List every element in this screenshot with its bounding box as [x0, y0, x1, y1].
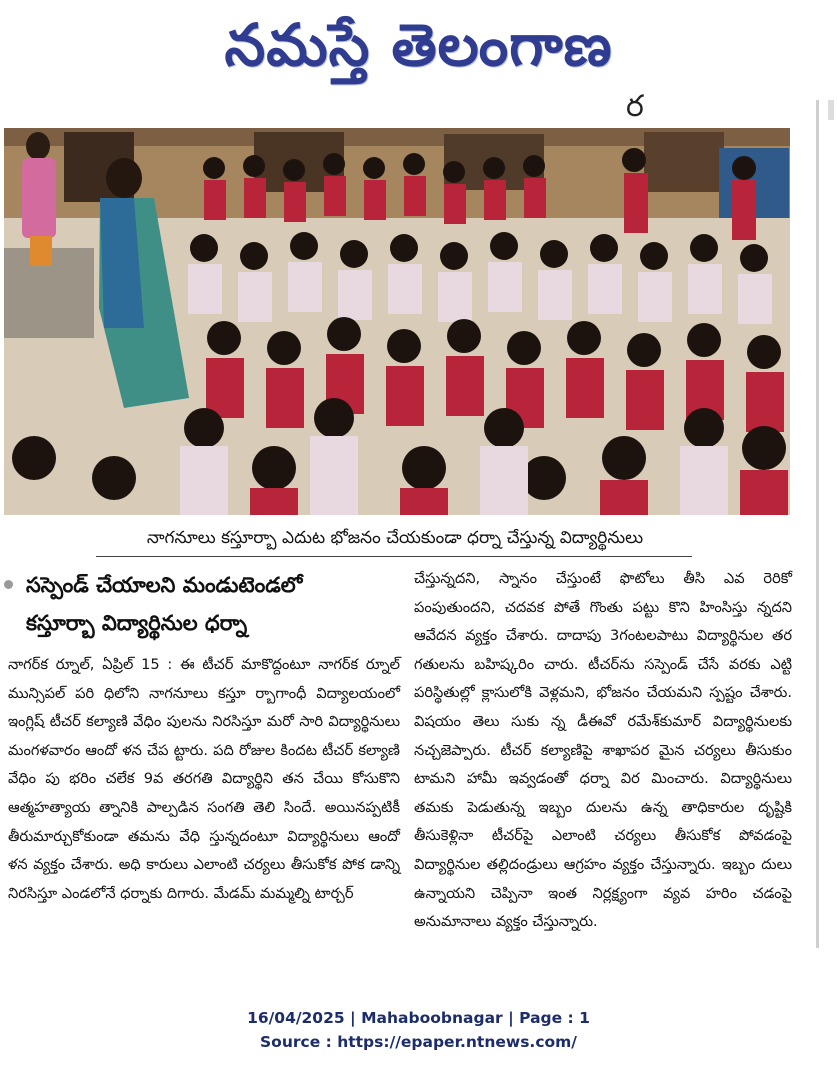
- column-divider-cap: [828, 100, 834, 120]
- article-text-right: చేస్తున్నదని, స్నానం చేస్తుంటే ఫొటోలు తీసి ఎవ రెరికో పంపుతుందని, చదవక పోతే గొంతు పట్టు కొని హింసిస్తు న్నదని ఆవేదన వ్యక్తం చేశారు. దాదాపు 3గంటలపాటు విద్యార్థినుల తర గతులను బహిష్కరిం చారు. టీచర్‌ను సస్పెండ్ చేసే వరకు ఎట్టి పరిస్థితుల్లో క్లాసులోకి వెళ్లమని, భోజనం చేయమని స్పష్టం చేశారు. విషయం తెలు సుకు న్న డీఈవో రమేశ్‌కుమార్ విద్యార్థినులకు నచ్చజెప్పారు. టీచర్ కల్యాణిపై శాఖాపర మైన చర్యలు తీసుకుం టామని హామీ ఇవ్వడంతో ధర్నా విర మించారు. విద్యార్థినులు తమకు పెడుతున్న ఇబ్బం దులను ఉన్న తాధికారుల దృష్టికి తీసుకెళ్లినా టీచర్‌పై ఎలాంటి చర్యలు తీసుకోక పోవడంపై విద్యార్థినుల తల్లిదండ్రులు ఆగ్రహం వ్యక్తం చేస్తున్నారు. ఇబ్బం దులు ఉన్నాయని చెప్పినా ఇంత నిర్లక్ష్యంగా వ్యవ హరిం చడంపై అనుమానాలు వ్యక్తం చేస్తున్నారు.: [414, 570, 792, 931]
- headline-line-2: కస్తూర్బా విద్యార్థినుల ధర్నా: [26, 611, 248, 635]
- footer-edition-info: 16/04/2025 | Mahaboobnagar | Page : 1: [247, 1009, 590, 1027]
- caption-underline: [96, 556, 692, 557]
- masthead-title: నమస్తే తెలంగాణ: [224, 11, 613, 79]
- headline-line-1: సస్పెండ్ చేయాలని మండుటెండలో: [26, 573, 303, 597]
- column-divider: [816, 100, 819, 948]
- photo-illustration: [4, 128, 790, 515]
- headline: [26, 566, 406, 642]
- photo-caption: నాగనూలు కస్తూర్బా ఎదుట భోజనం చేయకుండా ధర్నా చేస్తున్న విద్యార్థినులు: [146, 528, 644, 548]
- article-column-right: [414, 565, 792, 937]
- footer-source: Source : https://epaper.ntnews.com/: [260, 1033, 577, 1051]
- news-photo: [4, 128, 790, 515]
- headline-bullet-icon: [4, 580, 13, 589]
- stray-glyph: ర: [626, 89, 644, 124]
- article-column-left: [8, 651, 400, 908]
- masthead: [0, 6, 837, 84]
- article-text-left: నాగర్‌క ర్నూల్, ఏప్రిల్ 15 : ఈ టీచర్ మాకొద్దంటూ నాగర్‌క ర్నూల్ మున్సిపల్ పరి ధిలోని నాగనూలు కస్తూ ర్బాగాంధీ విద్యాలయంలో ఇంగ్లిష్ టీచర్ కల్యాణి వేధిం పులను నిరసిస్తూ మరో సారి విద్యార్థినులు మంగళవారం ఆందో ళన చేప ట్టారు. పది రోజుల కిందట టీచర్ కల్యాణి వేధిం పు భరిం చలేక 9వ తరగతి విద్యార్థిని తన చేయి కోసుకొని ఆత్మహత్యాయ త్నానికి పాల్పడిన సంగతి తెలి సిందే. అయినప్పటికీ తీరుమార్చుకోకుండా తమను వేధి స్తున్నదంటూ విద్యార్థినులు ఆందో ళన వ్యక్తం చేశారు. అధి కారులు ఎలాంటి చర్యలు తీసుకోక పోక డాన్ని నిరసిస్తూ ఎండలోనే ధర్నాకు దిగారు. మేడమ్ మమ్మల్ని టార్చర్: [8, 656, 400, 902]
- page-footer: [0, 1006, 837, 1054]
